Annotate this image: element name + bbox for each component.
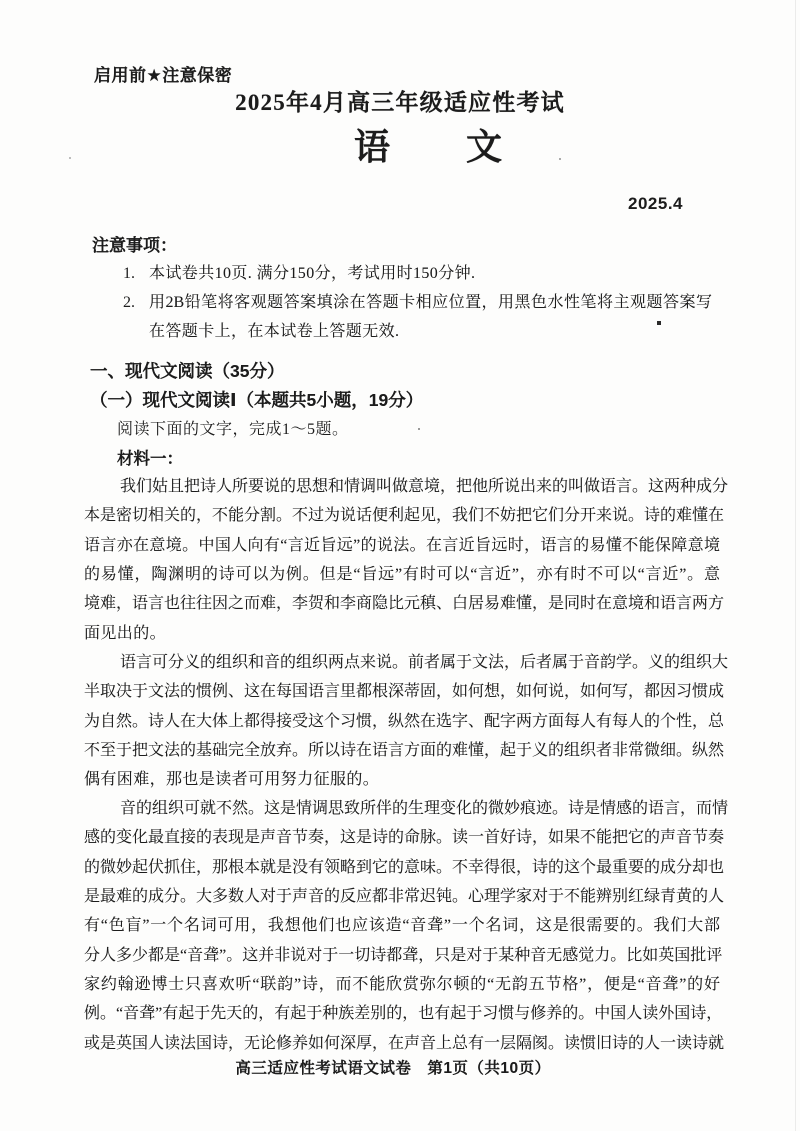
scan-speck bbox=[657, 321, 661, 325]
text-line: 面见出的。 bbox=[84, 624, 167, 642]
text-line: 的微妙起伏抓住，那根本就是没有领略到它的意味。不幸得很，诗的这个最重要的成分却也 bbox=[84, 858, 725, 876]
notice-item-1 bbox=[123, 259, 712, 288]
text-line: 我们姑且把诗人所要说的思想和情调叫做意境，把他所说出来的叫做语言。这两种成分 bbox=[120, 478, 729, 495]
text-line: 本试卷共10页. 满分150分，考试用时150分钟. bbox=[149, 265, 476, 282]
material-paragraph-1 bbox=[84, 472, 729, 648]
text-line: 半取决于文法的惯例、这在每国语言里都根深蒂固，如何想，如何说，如何写，都因习惯成 bbox=[84, 683, 725, 701]
text-line: 分人多少都是“音聋”。这并非说对于一切诗都聋，只是对于某种音无感觉力。比如英国批评 bbox=[84, 946, 723, 964]
notice-item-2 bbox=[123, 288, 712, 347]
exam-date: 2025.4 bbox=[628, 194, 683, 213]
scan-edge-artifact bbox=[795, 0, 796, 1131]
notice-item-text bbox=[149, 259, 712, 288]
text-line: 语言可分义的组织和音的组织两点来说。前者属于文法，后者属于音韵学。义的组织大 bbox=[120, 654, 729, 671]
text-line: 本是密切相关的，不能分割。不过为说话便利起见，我们不妨把它们分开来说。诗的难懂在 bbox=[84, 507, 725, 525]
text-line: 音的组织可就不然。这是情调思致所伴的生理变化的微妙痕迹。诗是情感的语言，而情 bbox=[120, 800, 729, 817]
text-line: 境难，语言也往往因之而难，李贺和李商隐比元稹、白居易难懂，是同时在意境和语言两方 bbox=[84, 595, 725, 613]
text-line: 偶有困难，那也是读者可用努力征服的。 bbox=[84, 771, 380, 789]
text-line: 例。“音聋”有起于先天的，有起于种族差别的，也有起于习惯与修养的。中国人读外国诗， bbox=[84, 1005, 723, 1023]
text-line: 在答题卡上，在本试卷上答题无效. bbox=[149, 323, 400, 341]
text-line: 不至于把文法的基础完全放弃。所以诗在语言方面的难懂，起于义的组织者非常微细。纵然 bbox=[84, 742, 725, 760]
subject-title: 语 文 bbox=[353, 127, 522, 167]
text-line: 是最难的成分。大多数人对于声音的反应都非常迟钝。心理学家对于不能辨别红绿青黄的人 bbox=[84, 888, 725, 906]
scan-speck bbox=[418, 428, 420, 430]
material-paragraph-2 bbox=[84, 648, 729, 795]
text-line: 感的变化最直接的表现是声音节奏，这是诗的命脉。读一首好诗，如果不能把它的声音节奏 bbox=[84, 829, 725, 847]
notice-item-number: 1. bbox=[123, 265, 135, 282]
notice-heading: 注意事项： bbox=[92, 236, 177, 255]
material-label: 材料一： bbox=[117, 449, 183, 468]
page-footer: 高三适应性考试语文试卷 第1页（共10页） bbox=[235, 1060, 551, 1077]
text-line: 语言亦在意境。中国人向有“言近旨远”的说法。在言近旨远时，语言的易懂不能保障意境 bbox=[84, 536, 720, 554]
scan-speck bbox=[69, 157, 71, 159]
scan-speck bbox=[559, 158, 561, 160]
exam-title: 2025年4月高三年级适应性考试 bbox=[235, 90, 565, 115]
section-heading: 一、现代文阅读（35分） bbox=[90, 361, 285, 381]
subsection-heading: （一）现代文阅读Ⅰ（本题共5小题，19分） bbox=[90, 390, 424, 410]
text-line: 的易懂，陶渊明的诗可以为例。但是“旨远”有时可以“言近”，亦有时不可以“言近”。意 bbox=[84, 566, 720, 584]
notice-item-number: 2. bbox=[123, 294, 135, 311]
text-line: 有“色盲”一个名词可用，我想他们也应该造“音聋”一个名词，这是很需要的。我们大部 bbox=[84, 917, 720, 935]
text-line: 用2B铅笔将客观题答案填涂在答题卡相应位置，用黑色水性笔将主观题答案写 bbox=[149, 294, 712, 311]
reading-instruction: 阅读下面的文字，完成1～5题。 bbox=[117, 421, 349, 438]
text-line: 家约翰逊博士只喜欢听“联韵”诗，而不能欣赏弥尔顿的“无韵五节格”，便是“音聋”的好 bbox=[84, 976, 720, 994]
material-paragraph-3 bbox=[84, 794, 729, 1058]
text-line: 或是英国人读法国诗，无论修养如何深厚，在声音上总有一层隔阂。读惯旧诗的人一读诗就 bbox=[84, 1034, 725, 1052]
notice-item-text bbox=[149, 288, 712, 347]
security-note: 启用前★注意保密 bbox=[94, 66, 233, 85]
text-line: 为自然。诗人在大体上都得接受这个习惯，纵然在选字、配字两方面每人有每人的个性，总 bbox=[84, 712, 725, 730]
